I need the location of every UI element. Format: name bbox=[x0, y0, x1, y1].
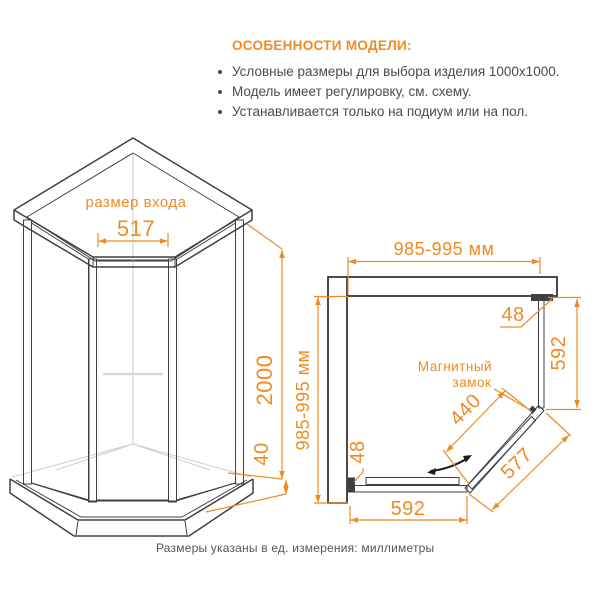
iso-dimensions bbox=[86, 194, 289, 512]
wall-left bbox=[328, 277, 347, 503]
door-width-value: 440 bbox=[445, 389, 486, 431]
magnetic-lock-line1: Магнитный bbox=[417, 359, 493, 374]
bottom-panel-value: 592 bbox=[390, 498, 426, 520]
post-front-right bbox=[169, 259, 177, 502]
feature-item-text: Модель имеет регулировку, см. схему. bbox=[232, 84, 472, 99]
bottom-fixed-panel bbox=[353, 486, 467, 493]
height-value: 2000 bbox=[252, 354, 277, 406]
wall-profile-bottom-value: 48 bbox=[347, 440, 369, 464]
units-note: Размеры указаны в ед. измерения: миллиметры bbox=[156, 541, 435, 555]
entrance-width-value: 517 bbox=[116, 216, 156, 241]
post-left bbox=[24, 220, 32, 484]
label-wall-profile-bottom bbox=[347, 440, 369, 482]
right-fixed-panel bbox=[539, 300, 545, 408]
iso-view bbox=[10, 138, 289, 536]
diagonal-width-value: 577 bbox=[496, 443, 538, 484]
dim-bottom-panel bbox=[350, 496, 467, 524]
diagonal-track bbox=[465, 406, 544, 494]
post-front-left bbox=[89, 259, 97, 502]
feature-item-text: Устанавливается только на подиум или на пол. bbox=[232, 104, 528, 119]
dim-entrance-width bbox=[86, 194, 187, 247]
base-tray bbox=[10, 479, 253, 536]
dim-height bbox=[228, 224, 285, 479]
features-title: ОСОБЕННОСТИ МОДЕЛИ: bbox=[232, 38, 412, 53]
plan-view bbox=[293, 239, 581, 524]
magnetic-lock-line2: замок bbox=[452, 375, 492, 390]
wall-profile-top-value: 48 bbox=[501, 304, 525, 326]
wall-top bbox=[347, 277, 557, 296]
plan-left-depth-value: 985-995 мм bbox=[293, 349, 313, 451]
plan-top-width-value: 985-995 мм bbox=[393, 239, 495, 259]
entrance-label: размер входа bbox=[85, 194, 187, 211]
feature-item-text: Условные размеры для выбора изделия 1000x1000. bbox=[232, 64, 560, 79]
tray-height-value: 40 bbox=[251, 442, 273, 466]
sliding-door-open bbox=[366, 478, 459, 485]
dim-tray-height bbox=[206, 442, 289, 512]
right-panel-value: 592 bbox=[548, 335, 570, 371]
dim-diagonal-width bbox=[469, 413, 571, 512]
dim-right-panel bbox=[546, 298, 581, 410]
post-right bbox=[236, 220, 244, 484]
